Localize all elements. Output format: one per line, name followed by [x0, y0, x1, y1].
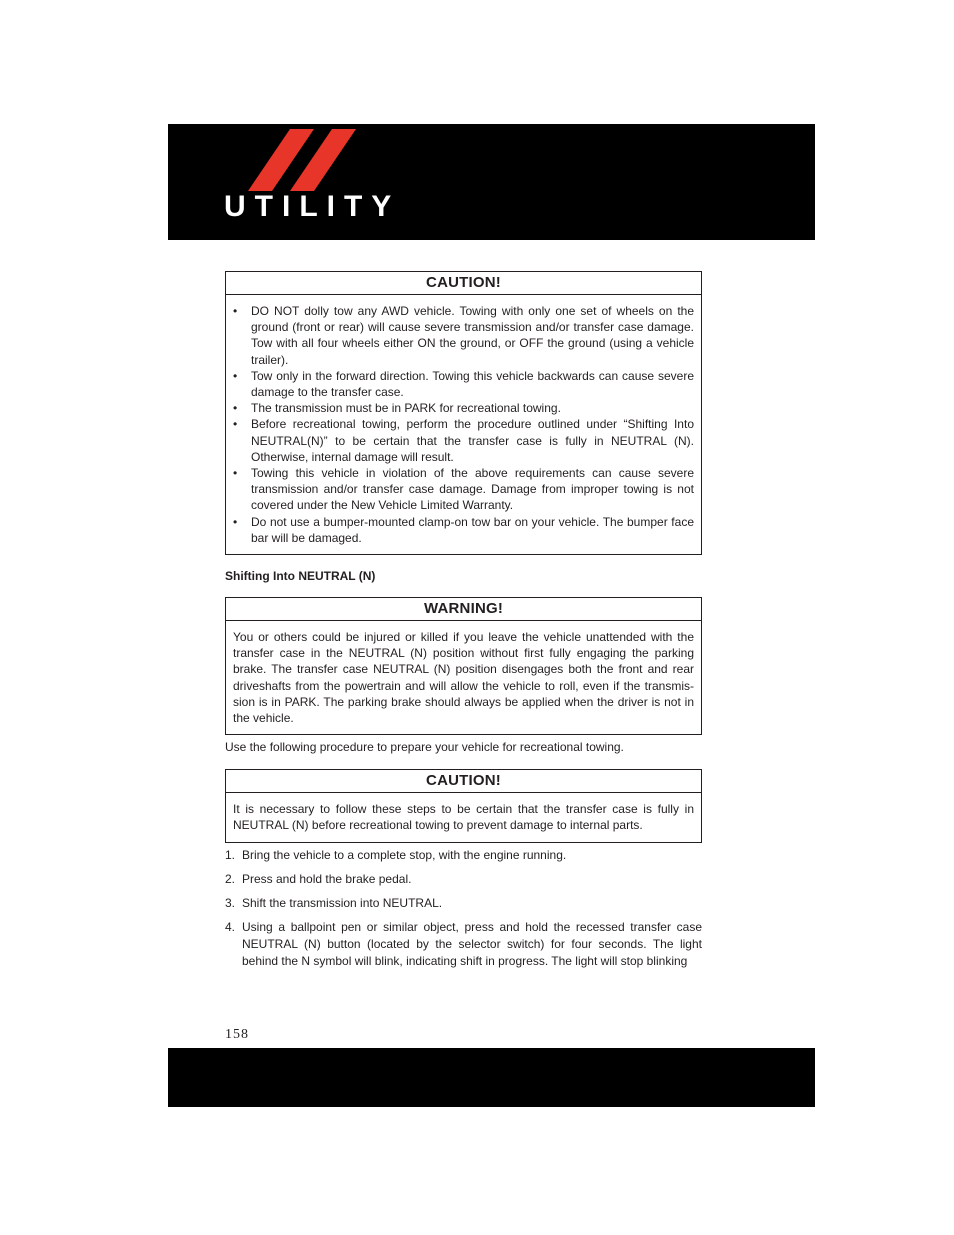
caution-title: CAUTION!: [226, 770, 701, 793]
procedure-steps: [225, 847, 702, 970]
list-item: • Do not use a bumper-mounted clamp-on tow bar on your vehicle. The bumper face bar will be damaged.: [233, 514, 694, 546]
warning-title: WARNING!: [226, 598, 701, 621]
step-text: Shift the transmission into NEUTRAL.: [242, 895, 443, 910]
step-number: 4.: [225, 919, 236, 934]
step-number: 1.: [225, 847, 236, 862]
footer-band: [168, 1048, 815, 1107]
warning-box: [225, 597, 702, 735]
intro-paragraph: Use the following procedure to prepare your vehicle for recreational towing.: [225, 740, 624, 755]
list-item: [225, 847, 702, 864]
section-title: UTILITY: [224, 190, 401, 223]
step-text: Using a ballpoint pen or similar object, press and hold the recessed transfer case NEUTRAL (N) button (located by the selector switch) for four seconds. The light behind the N symbol will blink, indicating shift in progress. The light will stop blinking: [242, 919, 702, 968]
list-item: • The transmission must be in PARK for recreational towing.: [233, 400, 694, 416]
caution-body: [226, 295, 701, 554]
warning-body: You or others could be injured or killed if you leave the vehicle unattended with the transfer case in the NEUTRAL (N) position without first fully engaging the parking brake. The transfer case NEUTRAL (N) position disengages both the front and rear driveshafts from the powertrain and will allow the vehicle to roll, even if the transmis- sion is in PARK. The parking brake should always be applied when the driver is not in the vehicle.: [233, 630, 694, 726]
list-item: • Towing this vehicle in violation of the above requirements can cause severe transmission and/or transfer case damage. Damage from improper towing is not covered under the New Vehicle Limited Warranty.: [233, 465, 694, 514]
list-item: • Before recreational towing, perform the procedure outlined under “Shifting Into NEUTRAL(N)” to be certain that the transfer case is fully in NEUTRAL (N). Otherwise, internal damage will result.: [233, 416, 694, 465]
list-item: [225, 919, 702, 970]
list-item: • Tow only in the forward direction. Towing this vehicle backwards can cause severe damage to the transfer case.: [233, 368, 694, 400]
caution-title: CAUTION!: [226, 272, 701, 295]
list-item: [225, 871, 702, 888]
caution-box-towing: [225, 271, 702, 555]
header-band: [168, 124, 815, 240]
page-content: [225, 271, 702, 977]
page-number: 158: [225, 1027, 249, 1042]
step-number: 3.: [225, 895, 236, 910]
step-text: Bring the vehicle to a complete stop, with the engine running.: [242, 847, 567, 862]
list-item: [225, 895, 702, 912]
caution-list: [233, 303, 694, 546]
step-number: 2.: [225, 871, 236, 886]
caution-box-procedure: [225, 769, 702, 842]
step-text: Press and hold the brake pedal.: [242, 871, 412, 886]
list-item: • DO NOT dolly tow any AWD vehicle. Towing with only one set of wheels on the ground (front or rear) will cause severe transmission and/or transfer case damage. Tow with all four wheels either ON the ground, or OFF the ground (using a vehicle trailer).: [233, 303, 694, 368]
subheading-shifting-neutral: Shifting Into NEUTRAL (N): [225, 569, 376, 584]
caution-body: It is necessary to follow these steps to be certain that the transfer case is fully in NEUTRAL (N) before recreational towing to prevent damage to internal parts.: [233, 802, 694, 833]
dual-red-stripes-icon: [248, 129, 358, 191]
